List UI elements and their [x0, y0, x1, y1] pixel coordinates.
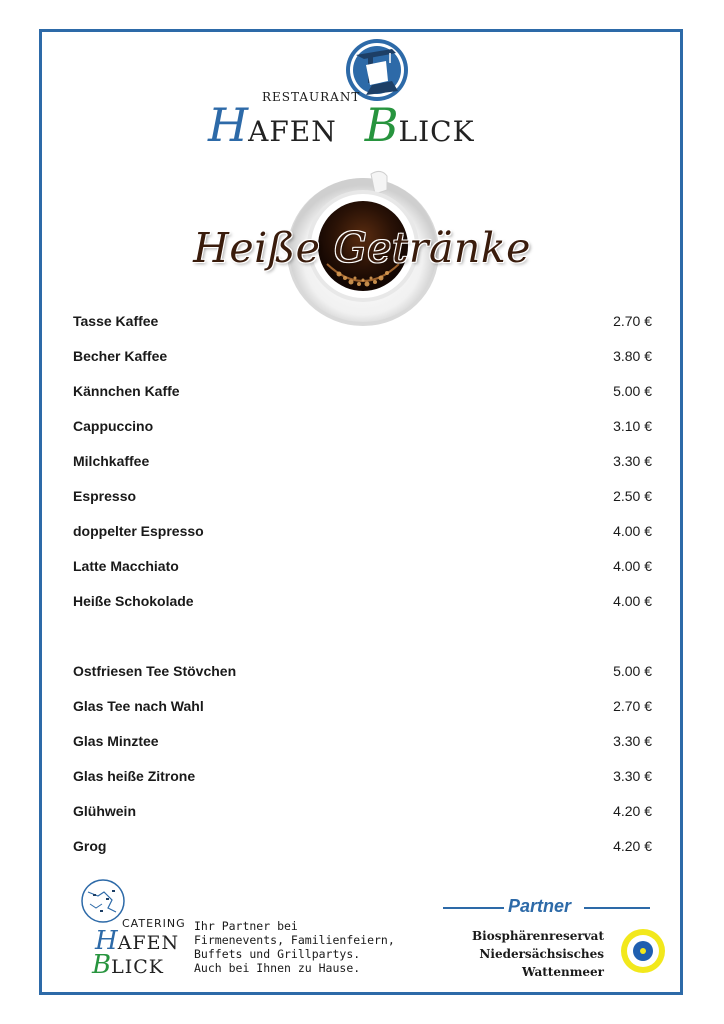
section-title: Heiße Getränke	[193, 224, 531, 272]
menu-item-name: Grog	[73, 838, 107, 854]
catering-word: CATERING	[122, 917, 186, 930]
menu-item-price: 4.00 €	[613, 558, 652, 574]
menu-item-price: 4.20 €	[613, 803, 652, 819]
catering-brand-line-2	[92, 950, 164, 980]
brand-first-rest: AFEN	[248, 115, 337, 148]
partner-divider-right	[584, 907, 650, 909]
menu-item-name: Heiße Schokolade	[73, 593, 194, 609]
catering-line: Buffets und Grillpartys.	[194, 947, 361, 961]
catering-line: Firmenevents, Familienfeiern,	[194, 933, 395, 947]
menu-row	[73, 768, 652, 788]
menu-item-name: Latte Macchiato	[73, 558, 179, 574]
catering-second-rest: LICK	[111, 956, 164, 978]
biosphere-line: Biosphärenreservat	[472, 929, 604, 943]
menu-item-name: Becher Kaffee	[73, 348, 168, 364]
restaurant-word: RESTAURANT	[262, 90, 361, 104]
menu-item-price: 4.00 €	[613, 523, 652, 539]
menu-row	[73, 523, 652, 543]
menu-row	[73, 488, 652, 508]
menu-row	[73, 453, 652, 473]
catering-description	[194, 919, 395, 975]
menu-item-name: Cappuccino	[73, 418, 154, 434]
catering-initial-b: B	[92, 950, 112, 980]
menu-item-price: 2.70 €	[613, 698, 652, 714]
menu-row	[73, 733, 652, 753]
menu-item-price: 2.70 €	[613, 313, 652, 329]
biosphere-badge-icon	[620, 928, 666, 974]
menu-row	[73, 383, 652, 403]
menu-item-name: Glas Tee nach Wahl	[73, 698, 204, 714]
menu-row	[73, 313, 652, 333]
menu-row	[73, 593, 652, 613]
biosphere-name	[462, 927, 604, 981]
catering-first-rest: AFEN	[117, 932, 180, 954]
menu-item-name: Kännchen Kaffe	[73, 383, 180, 399]
menu-row	[73, 698, 652, 718]
menu-row	[73, 663, 652, 683]
menu-row	[73, 348, 652, 368]
menu-item-price: 3.10 €	[613, 418, 652, 434]
menu-row	[73, 558, 652, 578]
map-emblem-icon	[78, 878, 128, 924]
menu-item-name: Glas Minztee	[73, 733, 159, 749]
menu-item-price: 4.00 €	[613, 593, 652, 609]
brand-initial-h: H	[208, 98, 249, 152]
brand-second-rest: LICK	[398, 115, 475, 148]
biosphere-line: Niedersächsisches	[479, 947, 604, 961]
menu-item-price: 2.50 €	[613, 488, 652, 504]
menu-item-name: Tasse Kaffee	[73, 313, 159, 329]
menu-row	[73, 838, 652, 858]
menu-item-name: Ostfriesen Tee Stövchen	[73, 663, 237, 679]
menu-item-name: Glühwein	[73, 803, 136, 819]
menu-item-price: 3.30 €	[613, 768, 652, 784]
restaurant-brand	[208, 98, 475, 152]
menu-item-name: Glas heiße Zitrone	[73, 768, 196, 784]
catering-line: Ihr Partner bei	[194, 919, 298, 933]
menu-item-price: 3.30 €	[613, 453, 652, 469]
menu-item-price: 3.80 €	[613, 348, 652, 364]
menu-item-price: 5.00 €	[613, 663, 652, 679]
catering-initial-h: H	[95, 926, 118, 956]
menu-item-price: 5.00 €	[613, 383, 652, 399]
menu-item-name: doppelter Espresso	[73, 523, 204, 539]
menu-row	[73, 418, 652, 438]
menu-item-name: Espresso	[73, 488, 137, 504]
menu-row	[73, 803, 652, 823]
menu-item-price: 3.30 €	[613, 733, 652, 749]
partner-divider-left	[443, 907, 504, 909]
brand-initial-b: B	[364, 98, 399, 152]
catering-line: Auch bei Ihnen zu Hause.	[194, 961, 361, 975]
partner-label: Partner	[508, 896, 572, 916]
biosphere-line: Wattenmeer	[522, 965, 604, 979]
menu-item-name: Milchkaffee	[73, 453, 150, 469]
menu-item-price: 4.20 €	[613, 838, 652, 854]
